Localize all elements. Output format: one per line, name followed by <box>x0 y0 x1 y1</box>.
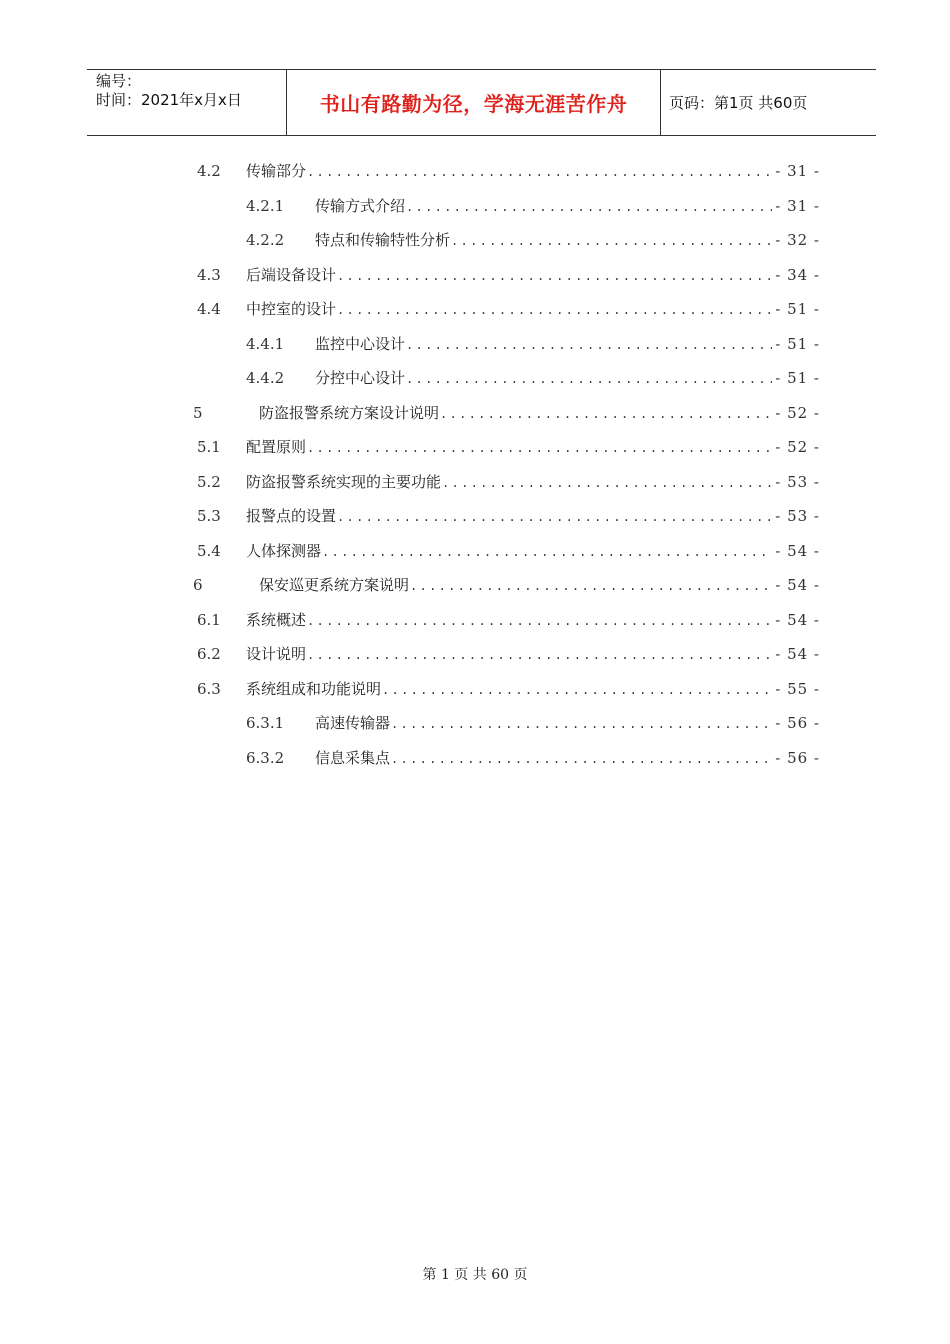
toc-entry-page: - 31 - <box>775 196 820 215</box>
toc-dot-leader <box>451 230 772 252</box>
page-footer: 第 1 页 共 60 页 <box>422 1267 528 1283</box>
toc-entry-page: - 32 - <box>775 231 820 249</box>
toc-entry[interactable] <box>246 333 820 355</box>
toc-entry-number: 4.4 <box>197 300 221 318</box>
toc-dot-leader <box>307 644 772 666</box>
toc-dot-leader <box>440 403 772 425</box>
toc-entry-page: - 54 - <box>775 576 820 594</box>
toc-dot-leader <box>382 679 772 701</box>
toc-entry-title: 系统组成和功能说明 <box>246 679 382 698</box>
toc-entry-number: 5.1 <box>197 438 221 456</box>
document-number-label: 编号： <box>96 72 142 90</box>
toc-entry-title: 特点和传输特性分析 <box>315 231 451 249</box>
toc-dot-leader <box>391 748 772 770</box>
toc-entry-title: 监控中心设计 <box>315 334 406 353</box>
document-date-label: 时间：2021年x月x日 <box>96 91 242 109</box>
toc-entry-number: 5.2 <box>197 472 221 491</box>
toc-entry[interactable] <box>197 264 820 286</box>
toc-dot-leader <box>391 713 772 735</box>
toc-entry[interactable] <box>197 643 820 665</box>
toc-entry-title: 防盗报警系统方案设计说明 <box>259 403 440 422</box>
toc-entry-title: 配置原则 <box>246 438 307 456</box>
header-motto: 书山有路勤为径，学海无涯苦作舟 <box>287 70 661 135</box>
toc-entry-title: 报警点的设置 <box>246 507 337 525</box>
toc-dot-leader <box>410 575 772 597</box>
toc-dot-leader <box>307 610 772 632</box>
toc-entry[interactable] <box>197 436 820 458</box>
toc-dot-leader <box>442 472 772 494</box>
toc-entry-number: 4.2 <box>197 162 221 180</box>
toc-entry-page: - 34 - <box>775 265 820 284</box>
toc-entry-number: 4.4.1 <box>246 334 285 353</box>
toc-entry-title: 信息采集点 <box>315 748 391 767</box>
toc-dot-leader <box>406 334 772 356</box>
toc-entry-number: 6.2 <box>197 645 221 663</box>
toc-entry-number: 6.3.1 <box>246 714 285 732</box>
toc-entry[interactable] <box>246 712 820 734</box>
page-header <box>87 69 876 136</box>
toc-entry-number: 6.3 <box>197 679 221 698</box>
toc-entry-number: 6.1 <box>197 610 221 629</box>
toc-entry-number: 4.3 <box>197 265 221 284</box>
toc-entry[interactable] <box>246 229 820 251</box>
toc-dot-leader <box>307 161 772 183</box>
toc-entry-title: 高速传输器 <box>315 714 391 732</box>
header-meta <box>87 70 287 135</box>
toc-entry-number: 5.3 <box>197 507 221 525</box>
toc-entry[interactable] <box>246 195 820 217</box>
toc-entry-number: 4.2.1 <box>246 196 285 215</box>
toc-dot-leader <box>307 437 772 459</box>
toc-entry-title: 分控中心设计 <box>315 369 406 387</box>
toc-entry[interactable] <box>197 298 820 320</box>
toc-dot-leader <box>337 299 772 321</box>
toc-entry-page: - 56 - <box>775 714 820 732</box>
toc-entry-page: - 53 - <box>775 472 820 491</box>
toc-entry[interactable] <box>246 367 820 389</box>
toc-entry-title: 设计说明 <box>246 645 307 663</box>
toc-entry-title: 防盗报警系统实现的主要功能 <box>246 472 442 491</box>
toc-entry[interactable] <box>197 160 820 182</box>
toc-entry[interactable] <box>193 402 820 424</box>
toc-entry[interactable] <box>246 747 820 769</box>
toc-dot-leader <box>322 541 772 563</box>
header-page-indicator: 页码：第1页 共60页 <box>669 94 808 112</box>
toc-dot-leader <box>406 368 772 390</box>
toc-entry-number: 6.3.2 <box>246 748 285 767</box>
toc-entry[interactable] <box>197 471 820 493</box>
toc-entry-page: - 53 - <box>775 507 820 525</box>
toc-dot-leader <box>406 196 772 218</box>
toc-dot-leader <box>337 265 772 287</box>
toc-entry[interactable] <box>197 540 820 562</box>
toc-entry-page: - 51 - <box>775 369 820 387</box>
toc-entry-title: 保安巡更系统方案说明 <box>259 576 410 594</box>
toc-entry-page: - 54 - <box>775 645 820 663</box>
toc-entry-page: - 54 - <box>775 610 820 629</box>
toc-entry-title: 后端设备设计 <box>246 265 337 284</box>
toc-dot-leader <box>337 506 772 528</box>
toc-entry-page: - 54 - <box>775 541 820 560</box>
toc-entry-number: 5.4 <box>197 541 221 560</box>
toc-entry-page: - 51 - <box>775 300 820 318</box>
toc-entry[interactable] <box>197 678 820 700</box>
toc-entry-number: 4.2.2 <box>246 231 285 249</box>
toc-entry-number: 4.4.2 <box>246 369 285 387</box>
toc-entry-page: - 52 - <box>775 403 820 422</box>
toc-entry[interactable] <box>197 609 820 631</box>
toc-entry-number: 5 <box>193 403 203 422</box>
toc-entry-title: 中控室的设计 <box>246 300 337 318</box>
toc-entry-page: - 52 - <box>775 438 820 456</box>
toc-entry-page: - 55 - <box>775 679 820 698</box>
toc-entry-title: 传输方式介绍 <box>315 196 406 215</box>
toc-entry[interactable] <box>197 505 820 527</box>
toc-entry-number: 6 <box>193 576 203 594</box>
toc-entry-page: - 31 - <box>775 162 820 180</box>
toc-entry-page: - 51 - <box>775 334 820 353</box>
toc-entry-title: 传输部分 <box>246 162 307 180</box>
toc-entry-title: 系统概述 <box>246 610 307 629</box>
toc-entry[interactable] <box>193 574 820 596</box>
toc-entry-title: 人体探测器 <box>246 541 322 560</box>
toc-entry-page: - 56 - <box>775 748 820 767</box>
